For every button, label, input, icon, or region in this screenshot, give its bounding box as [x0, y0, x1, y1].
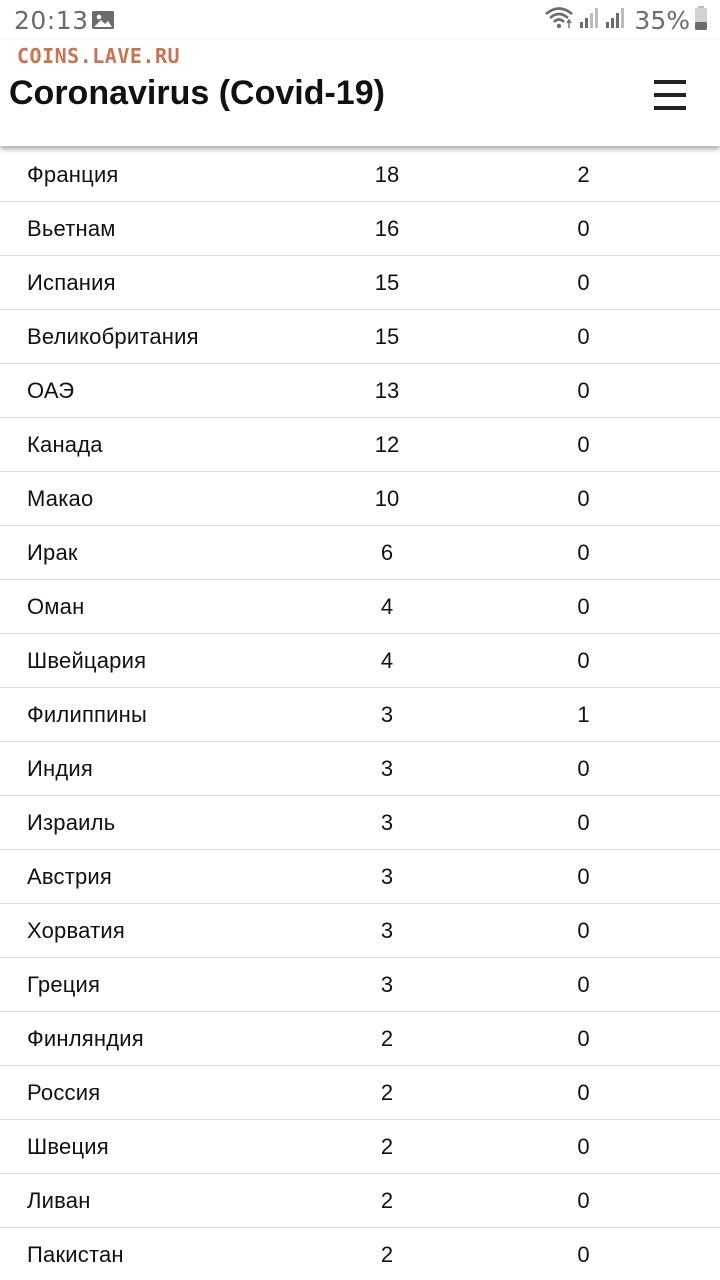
country-name: ОАЭ [0, 364, 327, 418]
deaths-count: 0 [447, 472, 720, 526]
battery-percentage: 35% [634, 5, 690, 35]
status-bar [0, 0, 720, 40]
table-row[interactable] [0, 364, 720, 418]
country-name: Хорватия [0, 904, 327, 958]
deaths-count: 0 [447, 1120, 720, 1174]
cases-count: 3 [327, 688, 447, 742]
table-row[interactable] [0, 1174, 720, 1228]
deaths-count: 0 [447, 418, 720, 472]
page-title: Coronavirus (Covid-19) [9, 74, 385, 112]
country-name: Финляндия [0, 1012, 327, 1066]
table-row[interactable] [0, 904, 720, 958]
country-name: Россия [0, 1066, 327, 1120]
deaths-count: 0 [447, 526, 720, 580]
image-icon [91, 10, 115, 34]
wifi-icon [544, 5, 574, 35]
hamburger-menu-icon [654, 80, 686, 84]
signal-icon [604, 6, 626, 34]
deaths-count: 0 [447, 1012, 720, 1066]
country-name: Вьетнам [0, 202, 327, 256]
table-row[interactable] [0, 850, 720, 904]
country-name: Испания [0, 256, 327, 310]
table-row[interactable] [0, 310, 720, 364]
table-row[interactable] [0, 796, 720, 850]
table-row[interactable] [0, 1066, 720, 1120]
status-time: 20:13 [14, 6, 89, 35]
hamburger-menu-icon [654, 106, 686, 110]
stats-table [0, 148, 720, 1280]
menu-button[interactable] [647, 76, 691, 116]
cases-count: 18 [327, 148, 447, 202]
country-name: Швейцария [0, 634, 327, 688]
deaths-count: 0 [447, 1066, 720, 1120]
deaths-count: 2 [447, 148, 720, 202]
table-row[interactable] [0, 580, 720, 634]
country-name: Макао [0, 472, 327, 526]
deaths-count: 0 [447, 1174, 720, 1228]
deaths-count: 0 [447, 850, 720, 904]
stats-table-container[interactable] [0, 148, 720, 1280]
country-name: Индия [0, 742, 327, 796]
cases-count: 3 [327, 904, 447, 958]
table-row[interactable] [0, 742, 720, 796]
table-row[interactable] [0, 688, 720, 742]
watermark: COINS.LAVE.RU [17, 44, 181, 68]
deaths-count: 0 [447, 580, 720, 634]
table-row[interactable] [0, 958, 720, 1012]
cases-count: 3 [327, 958, 447, 1012]
cases-count: 2 [327, 1228, 447, 1280]
stats-table-body [0, 148, 720, 1280]
cases-count: 15 [327, 256, 447, 310]
table-row[interactable] [0, 256, 720, 310]
cases-count: 2 [327, 1066, 447, 1120]
cases-count: 6 [327, 526, 447, 580]
table-row[interactable] [0, 526, 720, 580]
deaths-count: 0 [447, 1228, 720, 1280]
hamburger-menu-icon [654, 93, 686, 97]
cases-count: 12 [327, 418, 447, 472]
cases-count: 2 [327, 1174, 447, 1228]
deaths-count: 1 [447, 688, 720, 742]
cases-count: 10 [327, 472, 447, 526]
table-row[interactable] [0, 148, 720, 202]
battery-icon [694, 5, 708, 35]
country-name: Оман [0, 580, 327, 634]
table-row[interactable] [0, 1120, 720, 1174]
country-name: Великобритания [0, 310, 327, 364]
deaths-count: 0 [447, 904, 720, 958]
deaths-count: 0 [447, 256, 720, 310]
country-name: Израиль [0, 796, 327, 850]
cases-count: 2 [327, 1012, 447, 1066]
country-name: Пакистан [0, 1228, 327, 1280]
deaths-count: 0 [447, 958, 720, 1012]
cases-count: 4 [327, 580, 447, 634]
country-name: Ливан [0, 1174, 327, 1228]
cases-count: 16 [327, 202, 447, 256]
deaths-count: 0 [447, 310, 720, 364]
cases-count: 4 [327, 634, 447, 688]
cases-count: 3 [327, 796, 447, 850]
country-name: Ирак [0, 526, 327, 580]
table-row[interactable] [0, 418, 720, 472]
cases-count: 2 [327, 1120, 447, 1174]
country-name: Швеция [0, 1120, 327, 1174]
table-row[interactable] [0, 472, 720, 526]
country-name: Австрия [0, 850, 327, 904]
deaths-count: 0 [447, 796, 720, 850]
deaths-count: 0 [447, 202, 720, 256]
deaths-count: 0 [447, 742, 720, 796]
table-row[interactable] [0, 634, 720, 688]
status-indicators [544, 4, 708, 36]
cases-count: 3 [327, 742, 447, 796]
country-name: Канада [0, 418, 327, 472]
country-name: Греция [0, 958, 327, 1012]
deaths-count: 0 [447, 634, 720, 688]
signal-icon [578, 6, 600, 34]
table-row[interactable] [0, 1012, 720, 1066]
cases-count: 3 [327, 850, 447, 904]
cases-count: 15 [327, 310, 447, 364]
country-name: Франция [0, 148, 327, 202]
table-row[interactable] [0, 202, 720, 256]
cases-count: 13 [327, 364, 447, 418]
table-row[interactable] [0, 1228, 720, 1280]
deaths-count: 0 [447, 364, 720, 418]
country-name: Филиппины [0, 688, 327, 742]
